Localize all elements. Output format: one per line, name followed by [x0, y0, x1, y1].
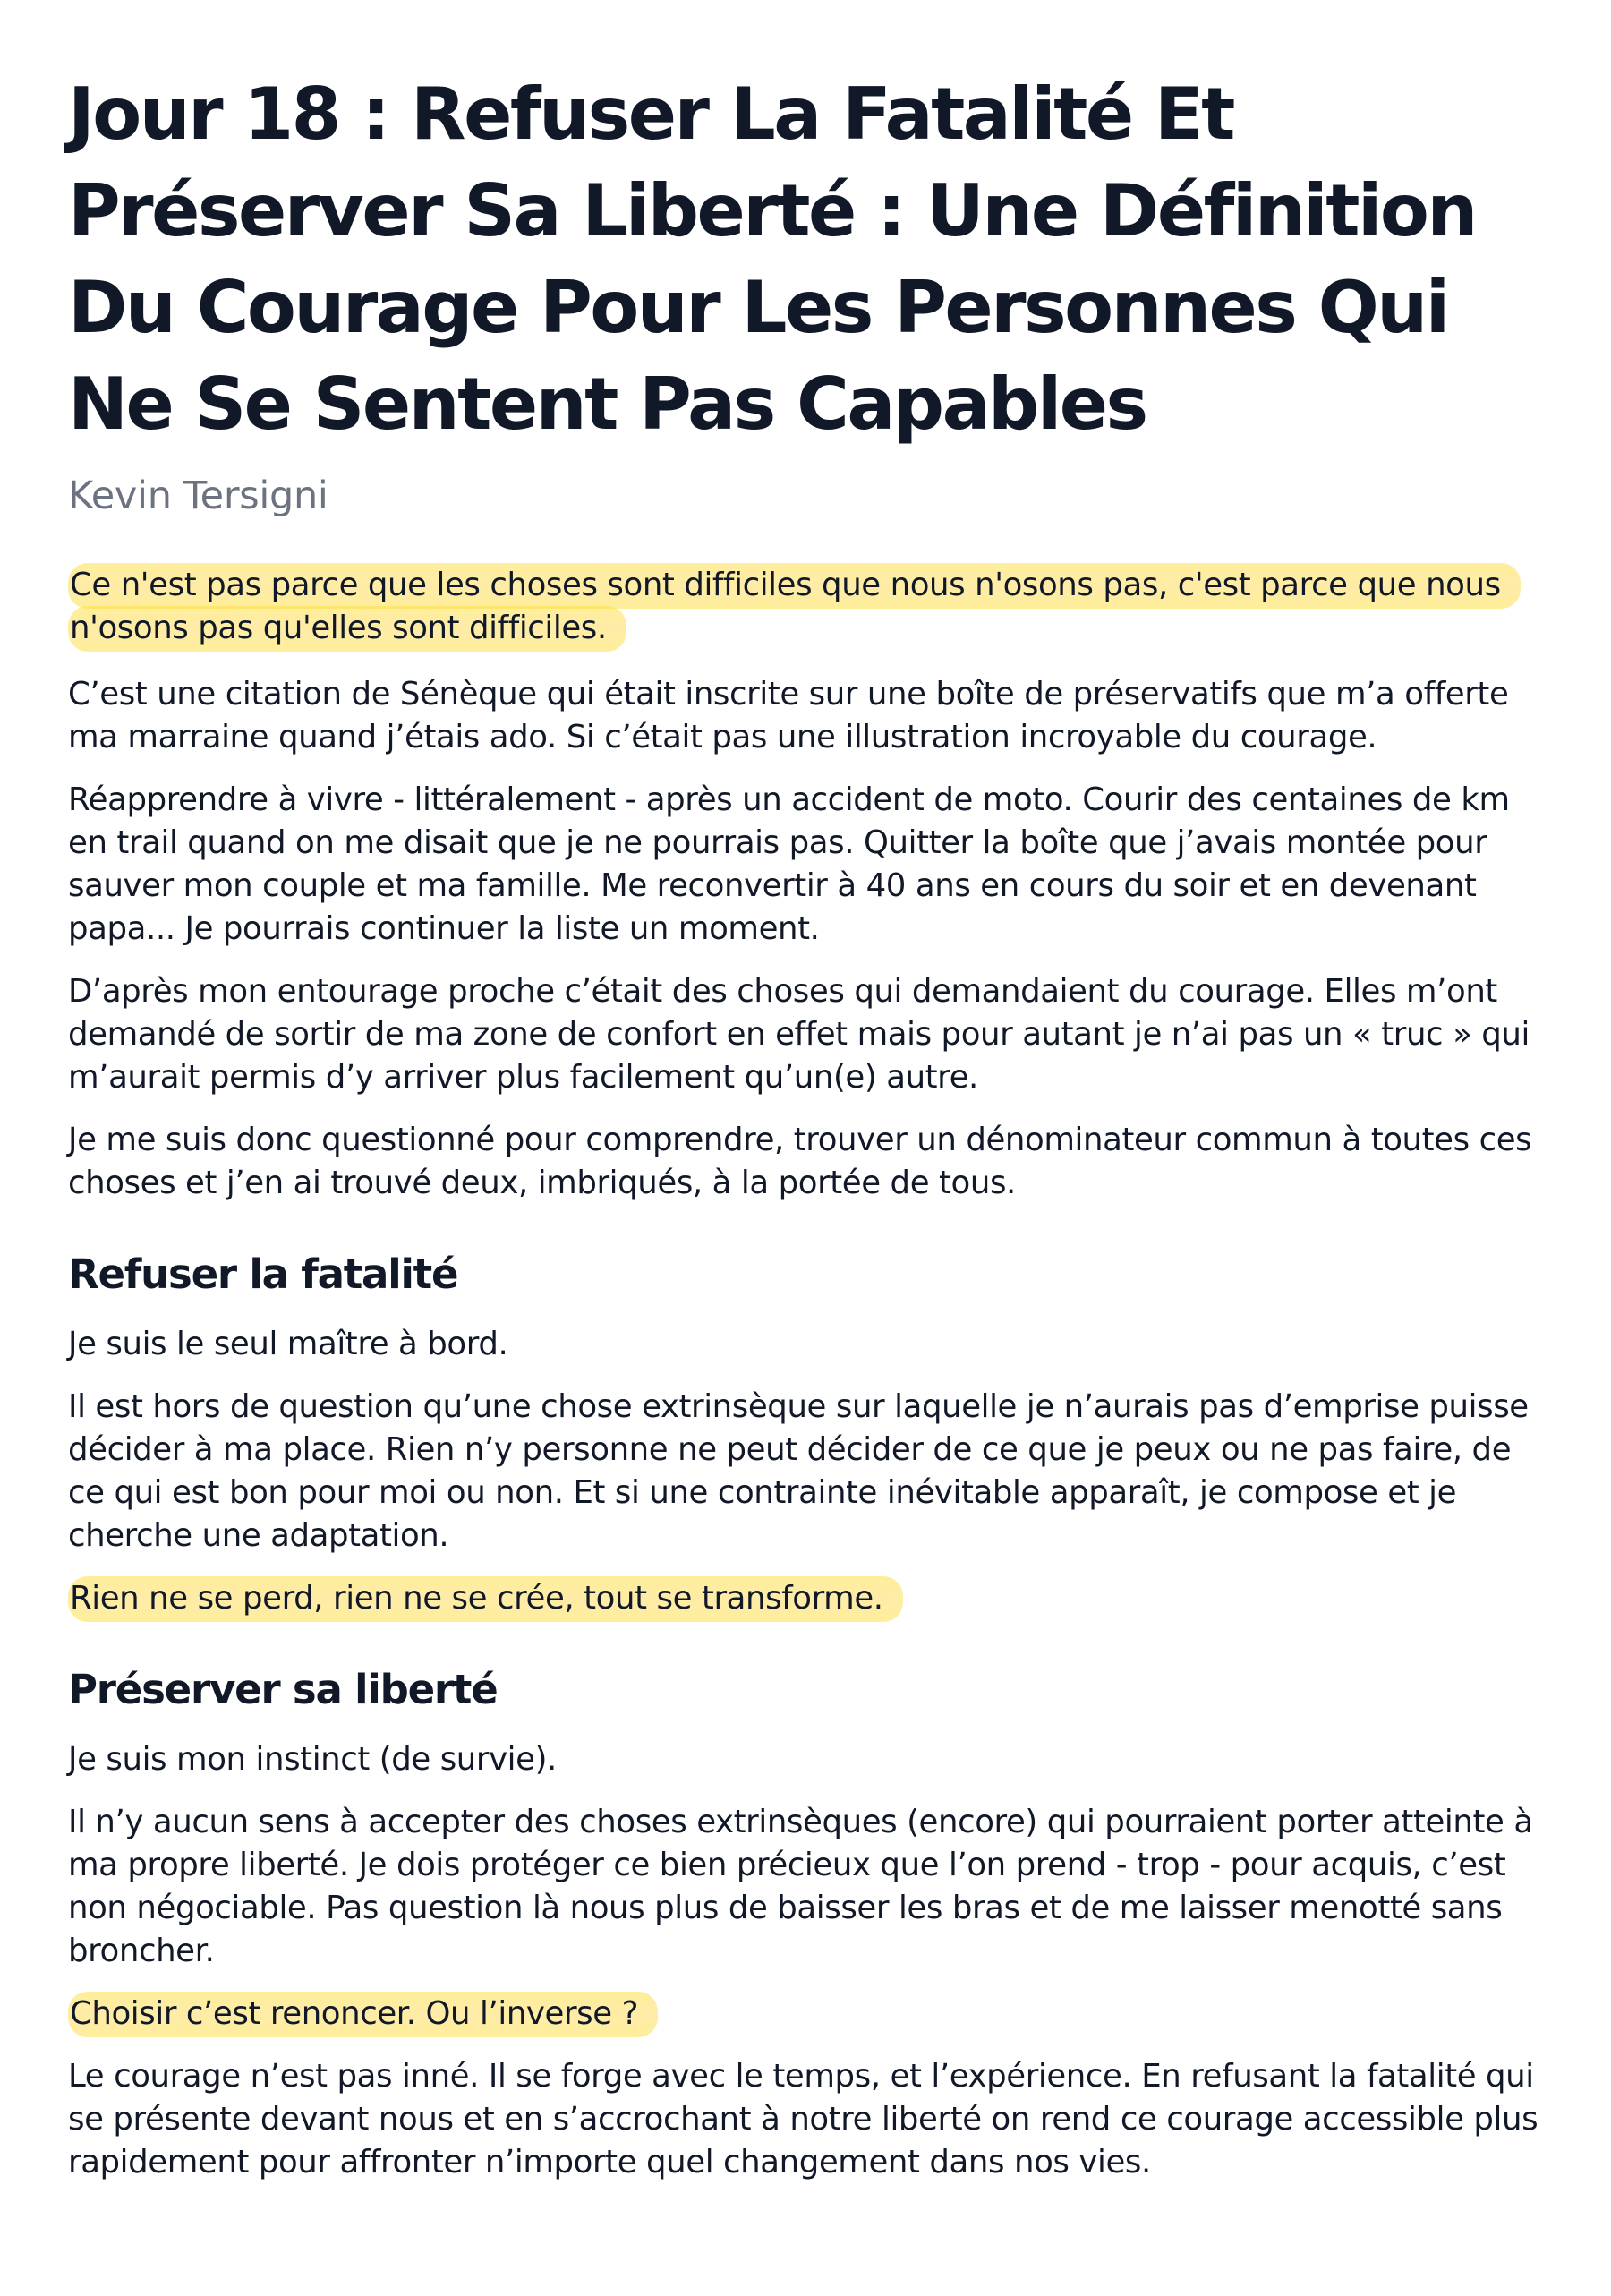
article-title: Jour 18 : Refuser La Fatalité Et Préserver Sa Liberté : Une Définition Du Courage Pour Les Personnes Qui Ne Se Sentent Pas Capables	[68, 73, 1476, 446]
section-2-highlight: Choisir c’est renoncer. Ou l’inverse ?	[68, 1992, 658, 2037]
intro-paragraph-1: C’est une citation de Sénèque qui était inscrite sur une boîte de préservatifs que m’a offerte ma marraine quand j’étais ado. Si c’était pas une illustration incroyable du courage.	[68, 676, 1509, 755]
section-1-highlight: Rien ne se perd, rien ne se crée, tout se transforme.	[68, 1576, 903, 1622]
section-heading-preserver: Préserver sa liberté	[68, 1666, 498, 1713]
section-1-highlight-paragraph	[68, 1577, 1554, 1620]
intro-paragraph-3: D’après mon entourage proche c’était des choses qui demandaient du courage. Elles m’ont demandé de sortir de ma zone de confort en effet mais pour autant je n’ai pas un « truc » qui m’aurait permis d’y arriver plus facilement qu’un(e) autre.	[68, 973, 1530, 1096]
section-1-paragraph-2: Il est hors de question qu’une chose extrinsèque sur laquelle je n’aurais pas d’emprise puisse décider à ma place. Rien n’y personne ne peut décider de ce que je peux ou ne pas faire, de ce qui est bon pour moi ou non. Et si une contrainte inévitable apparaît, je compose et je cherche une adaptation.	[68, 1388, 1529, 1554]
section-1-paragraph-1: Je suis le seul maître à bord.	[68, 1326, 508, 1362]
article-content	[68, 66, 1554, 2204]
intro-paragraph-4: Je me suis donc questionné pour comprendre, trouver un dénominateur commun à toutes ces choses et j’en ai trouvé deux, imbriqués, à la portée de tous.	[68, 1122, 1532, 1201]
section-heading-refuser: Refuser la fatalité	[68, 1250, 458, 1298]
section-2-paragraph-2: Il n’y aucun sens à accepter des choses extrinsèques (encore) qui pourraient porter atteinte à ma propre liberté. Je dois protéger ce bien précieux que l’on prend - trop - pour acquis, c’est non négociable. Pas question là nous plus de baisser les bras et de me laisser menotté sans broncher.	[68, 1804, 1533, 1969]
section-2-paragraph-1: Je suis mon instinct (de survie).	[68, 1741, 557, 1778]
article-body	[68, 564, 1554, 2184]
intro-quote-highlight: Ce n'est pas parce que les choses sont difficiles que nous n'osons pas, c'est parce que nous n'osons pas qu'elles sont difficiles.	[68, 563, 1521, 652]
conclusion-paragraph: Le courage n’est pas inné. Il se forge avec le temps, et l’expérience. En refusant la fatalité qui se présente devant nous et en s’accrochant à notre liberté on rend ce courage accessible plus rapidement pour affronter n’importe quel changement dans nos vies.	[68, 2058, 1539, 2181]
intro-paragraph-2: Réapprendre à vivre - littéralement - après un accident de moto. Courir des centaines de km en trail quand on me disait que je ne pourrais pas. Quitter la boîte que j’avais montée pour sauver mon couple et ma famille. Me reconvertir à 40 ans en cours du soir et en devenant papa... Je pourrais continuer la liste un moment.	[68, 781, 1510, 947]
intro-quote-paragraph	[68, 564, 1554, 650]
article-author: Kevin Tersigni	[68, 474, 328, 518]
section-2-highlight-paragraph	[68, 1993, 1554, 2036]
